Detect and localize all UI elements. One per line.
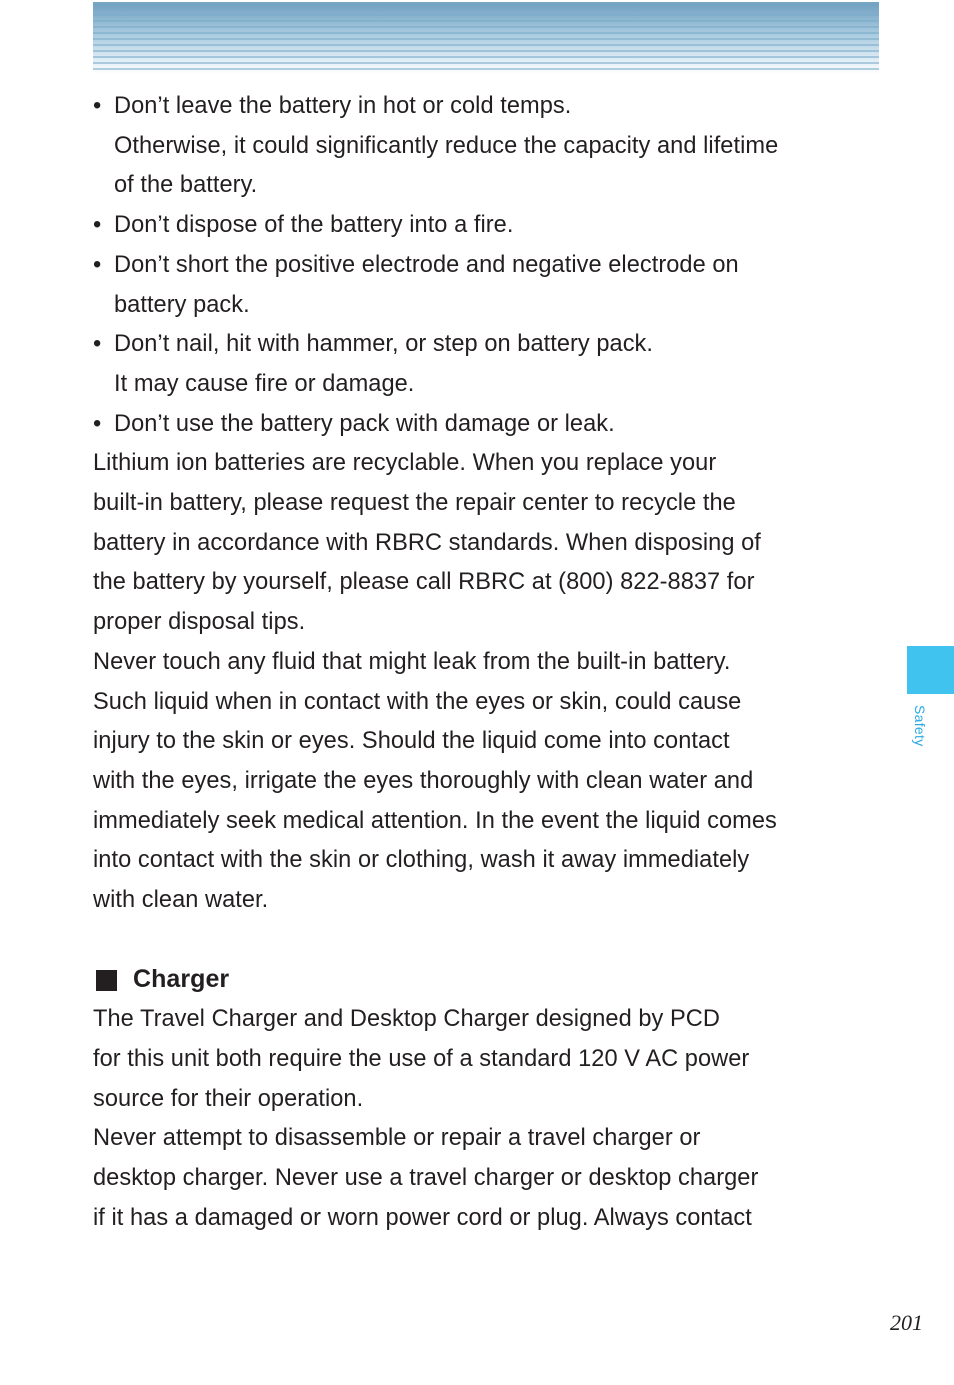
header-decoration-band bbox=[93, 2, 879, 74]
paragraph-line: into contact with the skin or clothing, wash it away immediately bbox=[93, 847, 750, 874]
list-item-line: Don’t use the battery pack with damage or leak. bbox=[114, 410, 615, 437]
list-item bbox=[93, 246, 883, 325]
square-bullet-icon bbox=[96, 970, 117, 991]
paragraph-line: Never touch any fluid that might leak from the built-in battery. bbox=[93, 648, 731, 675]
paragraph-line: battery in accordance with RBRC standards. When disposing of bbox=[93, 529, 761, 556]
battery-warnings-list bbox=[93, 87, 883, 444]
section-tab-marker bbox=[907, 646, 954, 694]
page-content bbox=[93, 87, 883, 1238]
paragraph-line: Lithium ion batteries are recyclable. When you replace your bbox=[93, 450, 717, 477]
paragraph-line: Such liquid when in contact with the eyes or skin, could cause bbox=[93, 688, 742, 715]
recycle-paragraph bbox=[93, 444, 883, 643]
paragraph-line: immediately seek medical attention. In the event the liquid comes bbox=[93, 807, 777, 834]
paragraph-line: Never attempt to disassemble or repair a travel charger or bbox=[93, 1125, 701, 1152]
paragraph-line: for this unit both require the use of a standard 120 V AC power bbox=[93, 1045, 750, 1072]
paragraph-line: desktop charger. Never use a travel charger or desktop charger bbox=[93, 1164, 759, 1191]
paragraph-line: built-in battery, please request the repair center to recycle the bbox=[93, 490, 736, 517]
page-number: 201 bbox=[890, 1310, 923, 1335]
charger-section-heading bbox=[93, 960, 883, 1000]
list-item bbox=[93, 87, 883, 206]
paragraph-line: the battery by yourself, please call RBRC at (800) 822-8837 for bbox=[93, 569, 755, 596]
paragraph-line: proper disposal tips. bbox=[93, 609, 306, 636]
section-tab-label: Safety bbox=[912, 705, 928, 747]
bullet-icon: • bbox=[93, 410, 102, 437]
paragraph-line: with the eyes, irrigate the eyes thoroughly with clean water and bbox=[93, 767, 754, 794]
list-item-line: of the battery. bbox=[114, 172, 258, 199]
charger-paragraph bbox=[93, 1000, 883, 1119]
paragraph-line: The Travel Charger and Desktop Charger designed by PCD bbox=[93, 1006, 720, 1033]
bullet-icon: • bbox=[93, 251, 102, 278]
list-item-line: It may cause fire or damage. bbox=[114, 370, 415, 397]
paragraph-line: with clean water. bbox=[93, 887, 269, 914]
paragraph-line: if it has a damaged or worn power cord or plug. Always contact bbox=[93, 1204, 752, 1231]
list-item bbox=[93, 325, 883, 404]
list-item-line: Don’t leave the battery in hot or cold temps. bbox=[114, 93, 572, 119]
list-item-line: Don’t short the positive electrode and negative electrode on bbox=[114, 251, 739, 278]
bullet-icon: • bbox=[93, 331, 102, 358]
paragraph-line: injury to the skin or eyes. Should the liquid come into contact bbox=[93, 728, 730, 755]
fluid-warning-paragraph bbox=[93, 643, 883, 921]
list-item-line: battery pack. bbox=[114, 291, 250, 318]
paragraph-line: source for their operation. bbox=[93, 1085, 364, 1112]
list-item bbox=[93, 405, 883, 445]
charger-heading-text: Charger bbox=[133, 965, 230, 994]
bullet-icon: • bbox=[93, 212, 102, 239]
list-item-line: Don’t dispose of the battery into a fire. bbox=[114, 212, 514, 239]
list-item-line: Don’t nail, hit with hammer, or step on battery pack. bbox=[114, 331, 654, 358]
charger-warning-paragraph bbox=[93, 1119, 883, 1238]
list-item-line: Otherwise, it could significantly reduce the capacity and lifetime bbox=[114, 132, 779, 159]
bullet-icon: • bbox=[93, 93, 102, 119]
list-item bbox=[93, 206, 883, 246]
